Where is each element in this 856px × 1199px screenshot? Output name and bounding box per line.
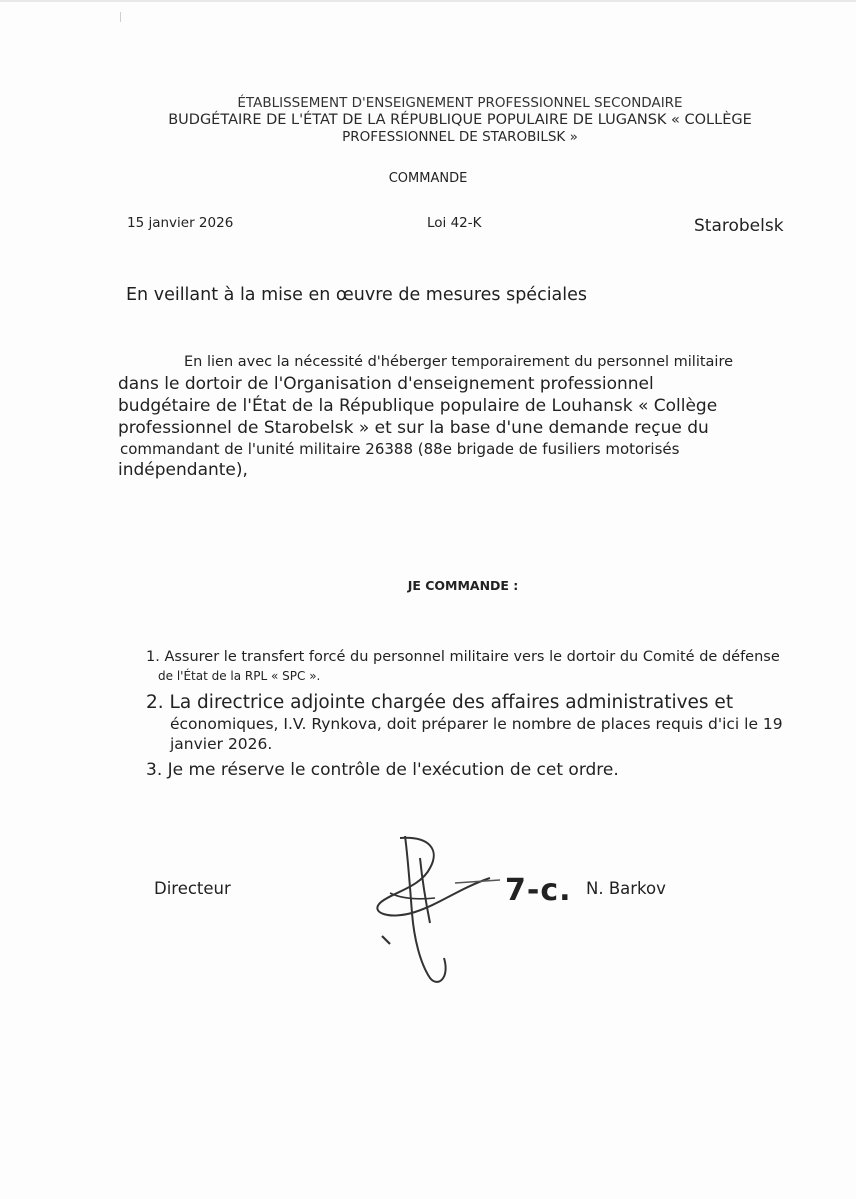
handwritten-signature <box>360 828 500 988</box>
body-line: indépendante), <box>118 460 248 480</box>
order-heading: JE COMMANDE : <box>407 578 519 593</box>
document-title: COMMANDE <box>388 171 468 186</box>
order-item <box>146 758 826 782</box>
scan-edge <box>0 0 856 2</box>
header-line-1: ÉTABLISSEMENT D'ENSEIGNEMENT PROFESSIONNEL SECONDAIRE <box>237 95 683 111</box>
document-date: 15 janvier 2026 <box>127 215 234 231</box>
header-line-2: BUDGÉTAIRE DE L'ÉTAT DE LA RÉPUBLIQUE POPULAIRE DE LUGANSK « COLLÈGE <box>168 112 752 128</box>
order-item-text: 2. La directrice adjointe chargée des affaires administratives et <box>146 692 734 713</box>
body-line: budgétaire de l'État de la République populaire de Louhansk « Collège <box>118 396 718 416</box>
order-item-text: 3. Je me réserve le contrôle de l'exécution de cet ordre. <box>146 760 619 780</box>
body-line: professionnel de Starobelsk » et sur la base d'une demande reçue du <box>118 418 709 438</box>
signatory-name: N. Barkov <box>586 879 666 898</box>
document-number: Loi 42-K <box>427 215 482 231</box>
body-paragraph <box>118 352 818 481</box>
order-items <box>146 648 826 782</box>
institution-header <box>150 95 770 146</box>
body-line: dans le dortoir de l'Organisation d'enseignement professionnel <box>118 374 654 394</box>
body-line: En lien avec la nécessité d'héberger temporairement du personnel militaire <box>184 354 734 370</box>
document-subject: En veillant à la mise en œuvre de mesures spéciales <box>126 285 588 305</box>
order-item <box>146 692 826 754</box>
order-item-continuation: de l'État de la RPL « SPC ». <box>158 669 321 683</box>
stamp-text: 7-c. <box>505 873 572 908</box>
signatory-role: Directeur <box>154 879 231 898</box>
order-item-text: 1. Assurer le transfert forcé du personnel militaire vers le dortoir du Comité de défense <box>146 649 780 665</box>
order-item <box>146 648 826 686</box>
header-line-3: PROFESSIONNEL DE STAROBILSK » <box>342 129 578 145</box>
body-line: commandant de l'unité militaire 26388 (88e brigade de fusiliers motorisés <box>120 440 680 458</box>
order-item-continuation: économiques, I.V. Rynkova, doit préparer le nombre de places requis d'ici le 19 janvier 2026. <box>170 715 783 753</box>
document-city: Starobelsk <box>694 216 784 236</box>
scan-mark <box>120 12 121 22</box>
